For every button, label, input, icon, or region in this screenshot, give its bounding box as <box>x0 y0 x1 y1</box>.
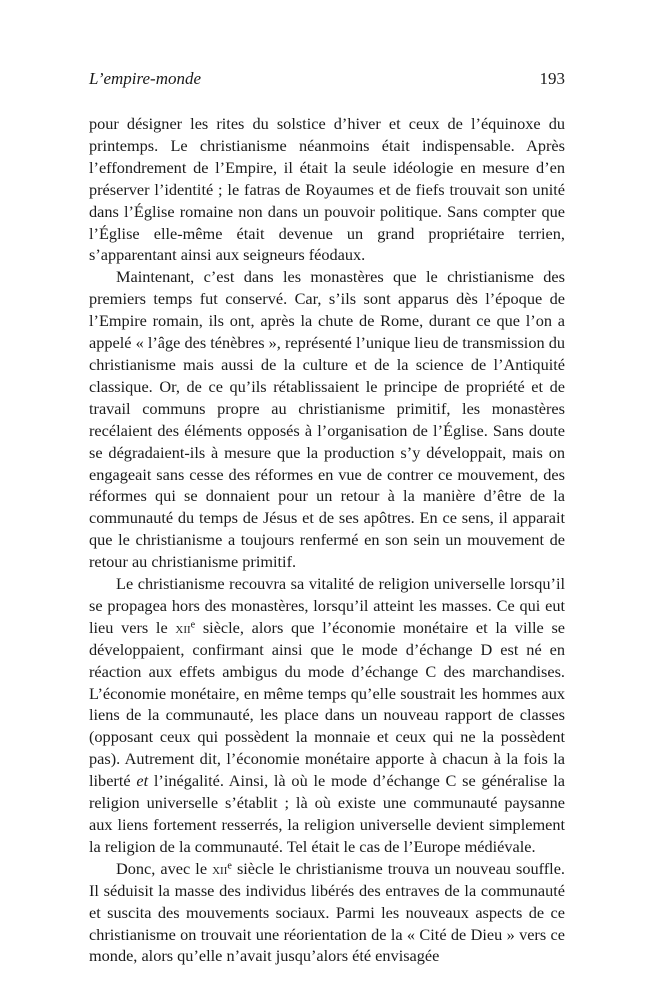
century-numeral: xii <box>175 617 191 637</box>
paragraph-4 <box>89 858 565 968</box>
paragraph-1-text: pour désigner les rites du solstice d’hiver et ceux de l’équinoxe du printemps. Le christianisme néanmoins était indispensable. Après l’effondrement de l’Empire, il était la seule idéologie en mesure d’en préserver l’identité ; le fatras de Royaumes et de fiefs trouvait son unité dans l’Église romaine non dans un pouvoir politique. Sans compter que l’Église elle-même était devenue un grand propriétaire terrien, s’apparentant ainsi aux seigneurs féodaux. <box>89 114 565 265</box>
italic-word: et <box>136 771 149 791</box>
paragraph-3-text-a: Le christianisme recouvra sa vitalité de religion universelle lorsqu’il se propagea hors des monastères, lorsqu’il atteint les masses. Ce qui eut lieu vers le <box>89 574 565 637</box>
body-text <box>89 113 565 967</box>
running-head <box>89 69 565 93</box>
paragraph-3-text-b: siècle, alors que l’économie monétaire et la ville se développaient, confirmant ainsi que le mode d’échange D est né en réaction aux effets ambigus du mode d’échange C des marchandises. L’économie monétaire, en même temps qu’elle soustrait les hommes aux liens de la communauté, les place dans un nouveau rapport de classes (opposant ceux qui possèdent la monnaie et ceux qui ne la possèdent pas). Autrement dit, l’économie monétaire apporte à chacun à la fois la liberté <box>89 617 566 791</box>
paragraph-2 <box>89 266 565 573</box>
century-superscript: e <box>190 619 196 631</box>
running-title: L’empire-monde <box>89 69 202 88</box>
paragraph-3-text-c: l’inégalité. Ainsi, là où le mode d’échange C se généralise la religion universelle s’établit ; là où existe une communauté paysanne aux liens fortement resserrés, la religion universelle devient simplement la religion de la communauté. Tel était le cas de l’Europe médiévale. <box>89 771 566 856</box>
century-numeral: xii <box>212 858 228 878</box>
paragraph-2-text: Maintenant, c’est dans les monastères que le christianisme des premiers temps fut conservé. Car, s’ils sont apparus dès l’époque de l’Empire romain, ils ont, après la chute de Rome, durant ce que l’on a appelé « l’âge des ténèbres », représenté l’unique lieu de transmission du christianisme mais aussi de la culture et de la science de l’Antiquité classique. Or, de ce qu’ils rétablissaient le principe de propriété et de travail communs propre au christianisme primitif, les monastères recélaient des éléments opposés à l’organisation de l’Église. Sans doute se dégradaient-ils à mesure que la production s’y développait, mais on engageait sans cesse des réformes en vue de contrer ce mouvement, des réformes qui se donnaient pour un retour à la manière d’être de la communauté du temps de Jésus et de ses apôtres. En ce sens, il apparait que le christianisme a toujours renfermé en son sein un mouvement de retour au christianisme primitif. <box>89 267 565 572</box>
paragraph-4-text-a: Donc, avec le <box>116 858 213 878</box>
paragraph-4-text-b: siècle le christianisme trouva un nouveau souffle. Il séduisit la masse des individus libérés des entraves de la communauté et suscita des mouvements sociaux. Parmi les nouveaux aspects de ce christianisme on trouvait une réorientation de la « Cité de Dieu » vers ce monde, alors qu’elle n’avait jusqu’alors été envisagée <box>89 858 565 966</box>
paragraph-1 <box>89 113 565 266</box>
century-superscript: e <box>227 860 232 872</box>
paragraph-3 <box>89 573 565 858</box>
page-number: 193 <box>539 69 565 88</box>
